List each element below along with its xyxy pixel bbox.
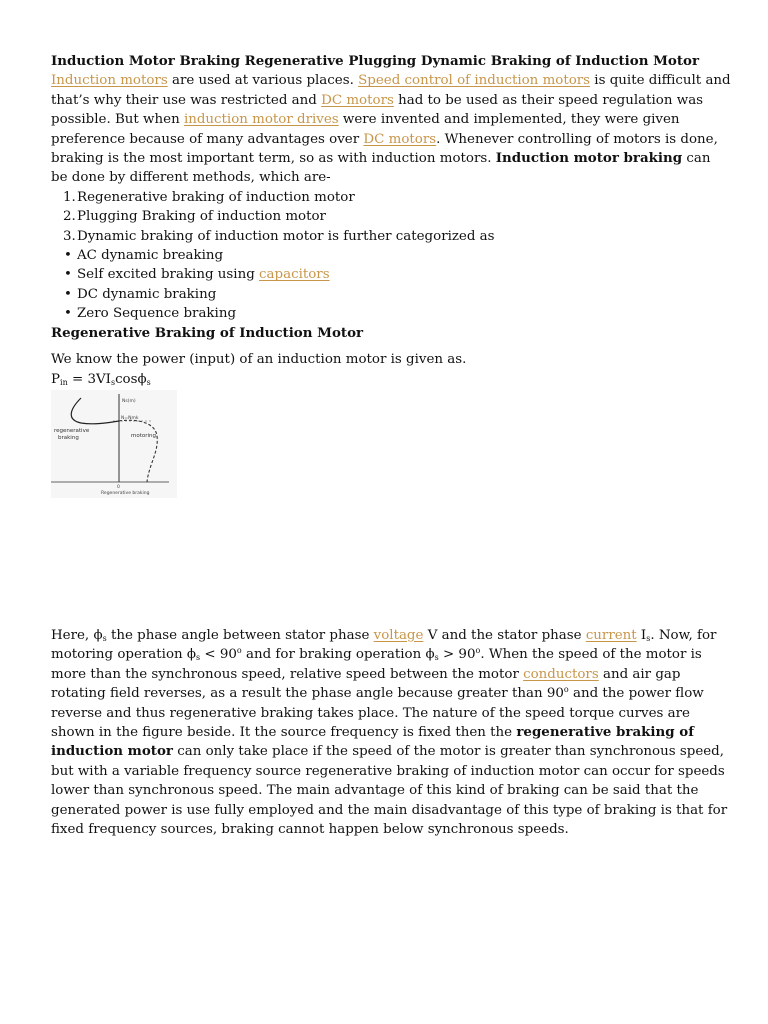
link-induction-motor-drives[interactable]: induction motor drives [183, 112, 339, 128]
speed-torque-diagram [51, 390, 177, 498]
link-voltage[interactable]: voltage [373, 627, 424, 643]
link-current[interactable]: current [585, 627, 637, 643]
power-formula: $P_{in} = 3VI_s\cos\phi_s$ [51, 371, 151, 387]
link-capacitors[interactable]: capacitors [259, 267, 330, 283]
section-heading: Regenerative Braking of Induction Motor [51, 324, 364, 341]
label-ns: Ns(m) [122, 398, 136, 404]
label-regenerative: regenerative [54, 427, 90, 434]
link-dc-motors[interactable]: DC motors [321, 92, 394, 108]
list-item: 2. Plugging Braking of induction motor [63, 209, 326, 225]
list-item: • Self excited braking using capacitors [64, 267, 330, 283]
figure-caption: Regenerative braking [101, 490, 150, 496]
list-item: • DC dynamic braking [64, 286, 217, 302]
speed-torque-figure [51, 390, 177, 498]
braking-methods-list [51, 188, 731, 246]
power-intro: We know the power (input) of an induction motor is given as. [51, 352, 467, 368]
link-speed-control[interactable]: Speed control of induction motors [358, 73, 591, 89]
link-induction-motors[interactable]: Induction motors [51, 73, 168, 89]
link-dc-motors-2[interactable]: DC motors [363, 131, 437, 147]
intro-paragraph: Induction motors are used at various places. Speed control of induction motors is quite difficult and that’s why their use was restricted and DC motors had to be used as their speed regulation was possible. But when induction motor drives were invented and implemented, they were given preference because of many advantages over DC motors. Whenever controlling of motors is done, braking is the most important term, so as with induction motors. Induction motor braking can be done by different methods, which are- [51, 73, 731, 186]
bold-induction-motor-braking: Induction motor braking [495, 150, 683, 167]
label-motoring: motoring [131, 432, 157, 439]
list-item: • Zero Sequence braking [64, 306, 237, 322]
list-item: • AC dynamic breaking [64, 248, 224, 264]
explanation-paragraph: Here, $\phi_s$ the phase angle between stator phase voltage V and the stator phase current $I_s$. Now, for motoring operation $\phi_s < 90^o$ and for braking operation $\phi_s > 90^o$. When the speed of the motor is more than the synchronous speed, relative speed between the motor conductors and air gap rotating field reverses, as a result the phase angle because greater than 90$^o$ and the power flow reverse and thus regenerative braking takes place. The nature of the speed torque curves are shown in the figure beside. It the source frequency is fixed then the regenerative braking of induction motor can only take place if the speed of the motor is greater than synchronous speed, but with a variable frequency source regenerative braking of induction motor can occur for speeds lower than synchronous speed. The main advantage of this kind of braking can be said that the generated power is use fully employed and the main disadvantage of this type of braking is that for fixed frequency sources, braking cannot happen below synchronous speeds. [51, 627, 728, 837]
bold-regenerative-braking: regenerative braking of induction motor [51, 723, 694, 760]
label-braking: braking [58, 434, 79, 441]
document-page [51, 52, 731, 839]
label-nmk: N=Nmk [121, 415, 139, 421]
list-item: 3. Dynamic braking of induction motor is further categorized as [63, 228, 495, 244]
dynamic-braking-types-list [51, 246, 731, 324]
link-conductors[interactable]: conductors [523, 666, 599, 682]
label-origin: 0 [117, 484, 120, 490]
list-item: 1. Regenerative braking of induction motor [63, 189, 355, 205]
document-title: Induction Motor Braking Regenerative Plugging Dynamic Braking of Induction Motor [51, 53, 700, 69]
